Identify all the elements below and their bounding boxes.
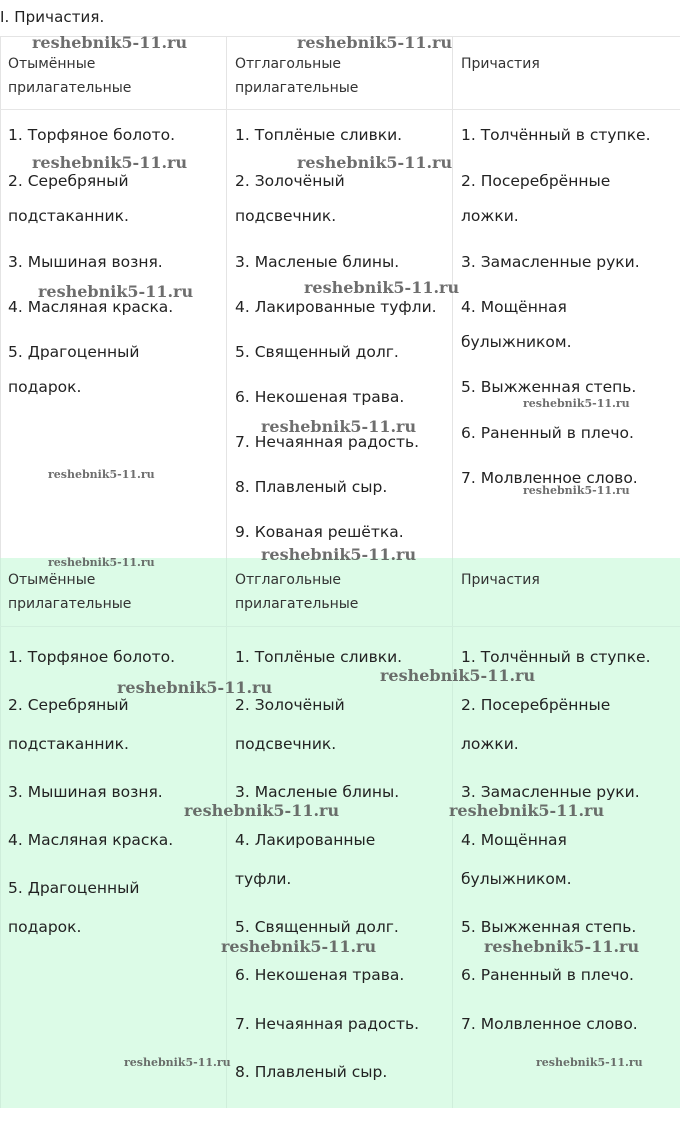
list-item: 2. Серебряный — [8, 172, 129, 190]
watermark-text: reshebnik5-11.ru — [38, 282, 194, 301]
list-item: подстаканник. — [8, 207, 129, 225]
list-item: 5. Драгоценный — [8, 879, 140, 897]
list-item: 7. Нечаянная радость. — [235, 1015, 420, 1033]
list-item: булыжником. — [461, 333, 572, 351]
watermark-text: reshebnik5-11.ru — [449, 801, 605, 820]
list-item: 2. Золочёный — [235, 696, 345, 714]
column-header: Причастия — [461, 56, 540, 72]
list-item: булыжником. — [461, 870, 572, 888]
header-divider — [0, 109, 680, 110]
list-item: 2. Золочёный — [235, 172, 345, 190]
list-item: 6. Раненный в плечо. — [461, 966, 634, 984]
list-item: 3. Мышиная возня. — [8, 783, 163, 801]
watermark-text: reshebnik5-11.ru — [32, 33, 188, 52]
column-header: прилагательные — [8, 80, 132, 96]
list-item: 1. Толчённый в ступке. — [461, 648, 651, 666]
list-item: 4. Масляная краска. — [8, 298, 174, 316]
list-item: 7. Молвленное слово. — [461, 469, 638, 487]
column-header: Отымённые — [8, 572, 96, 588]
list-item: 1. Торфяное болото. — [8, 648, 176, 666]
watermark-text: reshebnik5-11.ru — [297, 153, 453, 172]
list-item: 5. Выжженная степь. — [461, 918, 637, 936]
list-item: 5. Священный долг. — [235, 343, 399, 361]
header-divider — [0, 626, 680, 627]
list-item: 8. Плавленый сыр. — [235, 1063, 388, 1081]
list-item: 1. Торфяное болото. — [8, 126, 176, 144]
watermark-text: reshebnik5-11.ru — [523, 484, 630, 497]
list-item: 2. Серебряный — [8, 696, 129, 714]
list-item: 9. Кованая решётка. — [235, 523, 404, 541]
list-item: подарок. — [8, 918, 82, 936]
list-item: 8. Плавленый сыр. — [235, 478, 388, 496]
watermark-text: reshebnik5-11.ru — [221, 937, 377, 956]
list-item: 4. Мощённая — [461, 831, 567, 849]
list-item: 2. Посеребрённые — [461, 696, 611, 714]
list-item: 4. Лакированные — [235, 831, 376, 849]
list-item: подсвечник. — [235, 735, 337, 753]
list-item: 2. Посеребрённые — [461, 172, 611, 190]
list-item: подарок. — [8, 378, 82, 396]
column-header: Отымённые — [8, 56, 96, 72]
list-item: 4. Мощённая — [461, 298, 567, 316]
column-header: прилагательные — [8, 596, 132, 612]
list-item: 1. Толчённый в ступке. — [461, 126, 651, 144]
list-item: туфли. — [235, 870, 292, 888]
list-item: 3. Замасленные руки. — [461, 253, 640, 271]
watermark-text: reshebnik5-11.ru — [536, 1056, 643, 1069]
list-item: подстаканник. — [8, 735, 129, 753]
list-item: 6. Раненный в плечо. — [461, 424, 634, 442]
list-item: 5. Выжженная степь. — [461, 378, 637, 396]
watermark-text: reshebnik5-11.ru — [48, 468, 155, 481]
column-header: Отглагольные — [235, 56, 341, 72]
list-item: 1. Топлёные сливки. — [235, 126, 403, 144]
list-item: 3. Мышиная возня. — [8, 253, 163, 271]
list-item: 6. Некошеная трава. — [235, 388, 405, 406]
list-item: 5. Священный долг. — [235, 918, 399, 936]
page-title: I. Причастия. — [0, 8, 105, 26]
watermark-text: reshebnik5-11.ru — [32, 153, 188, 172]
watermark-text: reshebnik5-11.ru — [297, 33, 453, 52]
list-item: 3. Масленые блины. — [235, 253, 400, 271]
list-item: 7. Нечаянная радость. — [235, 433, 420, 451]
column-header: прилагательные — [235, 596, 359, 612]
watermark-text: reshebnik5-11.ru — [380, 666, 536, 685]
watermark-text: reshebnik5-11.ru — [117, 678, 273, 697]
list-item: 3. Масленые блины. — [235, 783, 400, 801]
watermark-text: reshebnik5-11.ru — [48, 556, 155, 569]
watermark-text: reshebnik5-11.ru — [523, 397, 630, 410]
watermark-text: reshebnik5-11.ru — [184, 801, 340, 820]
column-header: Отглагольные — [235, 572, 341, 588]
list-item: 3. Замасленные руки. — [461, 783, 640, 801]
list-item: 5. Драгоценный — [8, 343, 140, 361]
column-header: прилагательные — [235, 80, 359, 96]
watermark-text: reshebnik5-11.ru — [261, 545, 417, 564]
watermark-text: reshebnik5-11.ru — [261, 417, 417, 436]
list-item: 6. Некошеная трава. — [235, 966, 405, 984]
watermark-text: reshebnik5-11.ru — [304, 278, 460, 297]
list-item: ложки. — [461, 735, 519, 753]
list-item: 1. Топлёные сливки. — [235, 648, 403, 666]
list-item: ложки. — [461, 207, 519, 225]
list-item: 7. Молвленное слово. — [461, 1015, 638, 1033]
watermark-text: reshebnik5-11.ru — [124, 1056, 231, 1069]
list-item: подсвечник. — [235, 207, 337, 225]
list-item: 4. Масляная краска. — [8, 831, 174, 849]
watermark-text: reshebnik5-11.ru — [484, 937, 640, 956]
list-item: 4. Лакированные туфли. — [235, 298, 437, 316]
column-header: Причастия — [461, 572, 540, 588]
